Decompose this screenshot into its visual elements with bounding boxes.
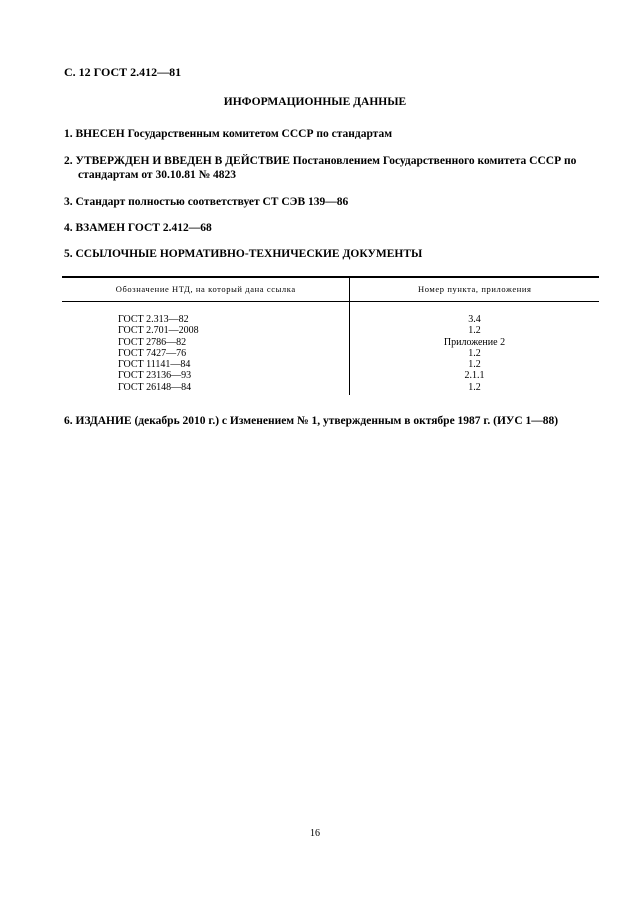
table-cell-clause: 2.1.1 [464,370,485,382]
column-header-clause: Номер пункта, приложения [417,284,532,294]
table-cell-document: ГОСТ 26148—84 [118,381,192,393]
list-item-2 [64,154,604,182]
list-item-4: 4. ВЗАМЕН ГОСТ 2.412—68 [64,222,212,234]
list-item-1: 1. ВНЕСЕН Государственным комитетом СССР по стандартам [64,128,393,140]
list-item-2-line2: стандартам от 30.10.81 № 4823 [78,169,237,181]
table-cell-document: ГОСТ 23136—93 [118,370,192,382]
table-cell-document: ГОСТ 11141—84 [118,359,191,371]
section-title: ИНФОРМАЦИОННЫЕ ДАННЫЕ [223,96,407,108]
references-table [62,276,599,395]
table-header [62,278,599,302]
column-documents [62,302,350,395]
list-item-6: 6. ИЗДАНИЕ (декабрь 2010 г.) с Изменением № 1, утвержденным в октябре 1987 г. (ИУС 1—88) [64,415,559,427]
table-cell-clause: 1.2 [468,359,481,371]
table-cell-clause: Приложение 2 [443,336,506,348]
list-item-5: 5. ССЫЛОЧНЫЕ НОРМАТИВНО-ТЕХНИЧЕСКИЕ ДОКУМЕНТЫ [64,248,423,260]
table-cell-clause: 3.4 [468,314,481,325]
table-body [62,302,599,395]
table-cell-document: ГОСТ 7427—76 [118,347,187,359]
page-number: 16 [310,828,320,839]
list-item-3: 3. Стандарт полностью соответствует СТ СЭВ 139—86 [64,196,349,208]
table-cell-clause: 1.2 [468,325,481,337]
table-cell-document: ГОСТ 2.701—2008 [118,325,199,337]
table-cell-clause: 1.2 [468,381,481,393]
table-cell-clause: 1.2 [468,347,481,359]
column-header-document: Обозначение НТД, на который дана ссылка [62,278,350,301]
list-item-2-line1: 2. УТВЕРЖДЕН И ВВЕДЕН В ДЕЙСТВИЕ Постановлением Государственного комитета СССР по [64,155,577,167]
page-header: С. 12 ГОСТ 2.412—81 [64,65,182,79]
table-cell-document: ГОСТ 2.313—82 [118,314,189,325]
table-cell-document: ГОСТ 2786—82 [118,336,187,348]
column-clauses [350,302,599,395]
